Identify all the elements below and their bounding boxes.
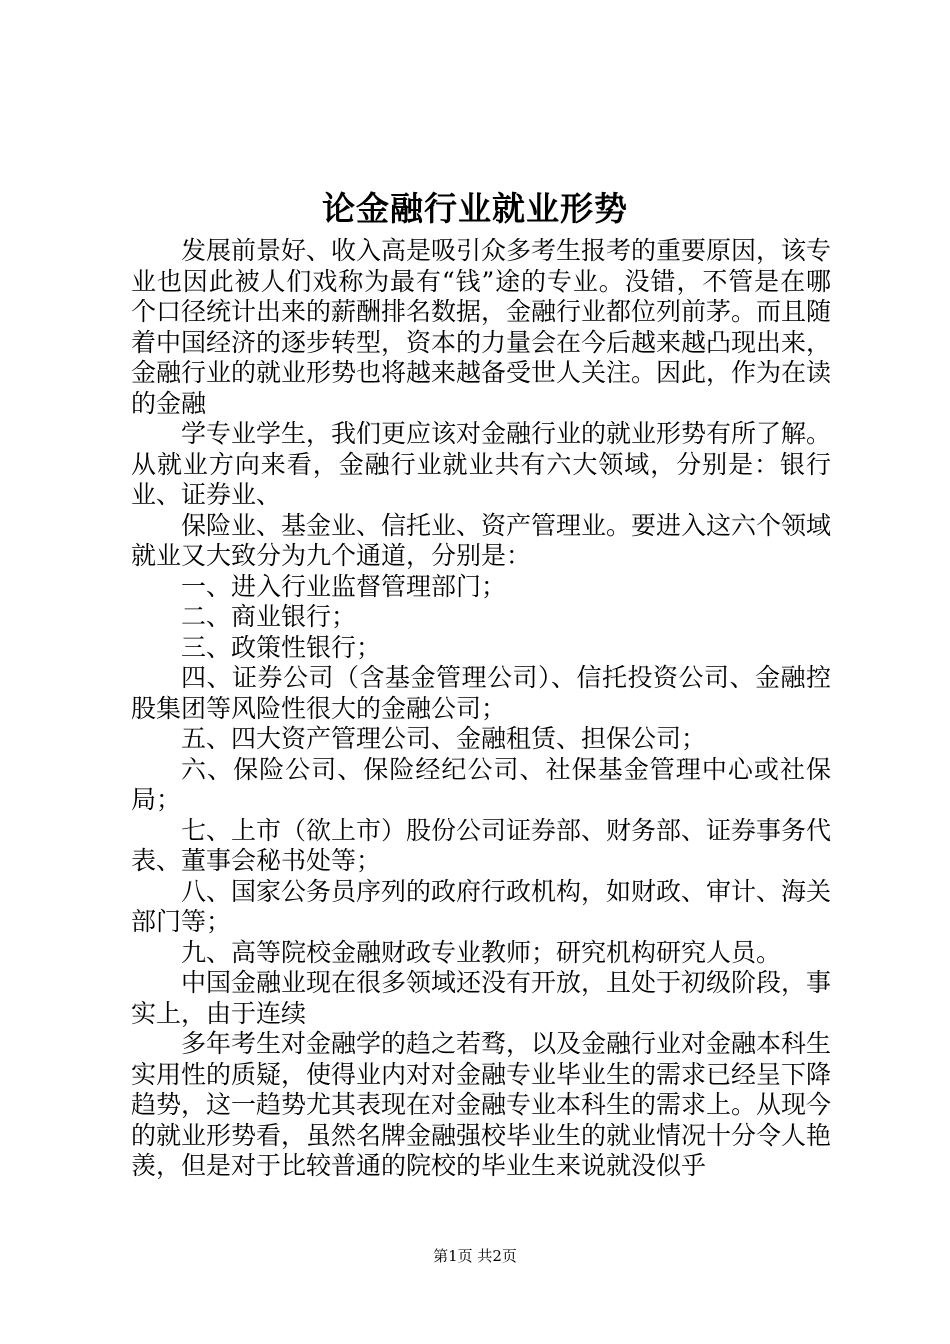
list-item: 四、证券公司（含基金管理公司）、信托投资公司、金融控股集团等风险性很大的金融公司； (131, 663, 831, 723)
list-item: 九、高等院校金融财政专业教师；研究机构研究人员。 (181, 937, 782, 967)
list-item: 五、四大资产管理公司、金融租赁、担保公司； (181, 724, 707, 753)
paragraph: 中国金融业现在很多领域还没有开放，且处于初级阶段，事实上，由于连续 (131, 968, 832, 1028)
paragraph: 保险业、基金业、信托业、资产管理业。要进入这六个领域就业又大致分为九个通道，分别是： (131, 510, 832, 570)
list-item: 三、政策性银行； (181, 632, 382, 662)
list-item: 二、商业银行； (181, 602, 357, 631)
list-item: 八、国家公务员序列的政府行政机构，如财政、审计、海关部门等； (131, 876, 832, 936)
list-item: 六、保险公司、保险经纪公司、社保基金管理中心或社保局； (131, 754, 831, 814)
list-item: 一、进入行业监督管理部门； (181, 571, 507, 601)
document-title: 论金融行业就业形势 (322, 189, 628, 228)
paragraph: 学专业学生，我们更应该对金融行业的就业形势有所了解。从就业方向来看，金融行业就业共有六大领域，分别是：银行业、证券业、 (131, 419, 832, 509)
page-footer: 第1页 共2页 (433, 1247, 517, 1265)
paragraph: 发展前景好、收入高是吸引众多考生报考的重要原因，该专业也因此被人们戏称为最有“钱”途的专业。没错，不管是在哪个口径统计出来的薪酬排名数据，金融行业都位列前茅。而且随着中国经济的逐步转型，资本的力量会在今后越来越凸现出来，金融行业的就业形势也将越来越备受世人关注。因此，作为在读的金融 (131, 236, 832, 418)
list-item: 七、上市（欲上市）股份公司证券部、财务部、证券事务代表、董事会秘书处等； (131, 815, 832, 875)
document-body (131, 236, 831, 1182)
paragraph: 多年考生对金融学的趋之若骛，以及金融行业对金融本科生实用性的质疑，使得业内对对金融专业毕业生的需求已经呈下降趋势，这一趋势尤其表现在对金融专业本科生的需求上。从现今的就业形势看，虽然名牌金融强校毕业生的就业情况十分令人艳羡，但是对于比较普通的院校的毕业生来说就没似乎 (131, 1029, 832, 1180)
